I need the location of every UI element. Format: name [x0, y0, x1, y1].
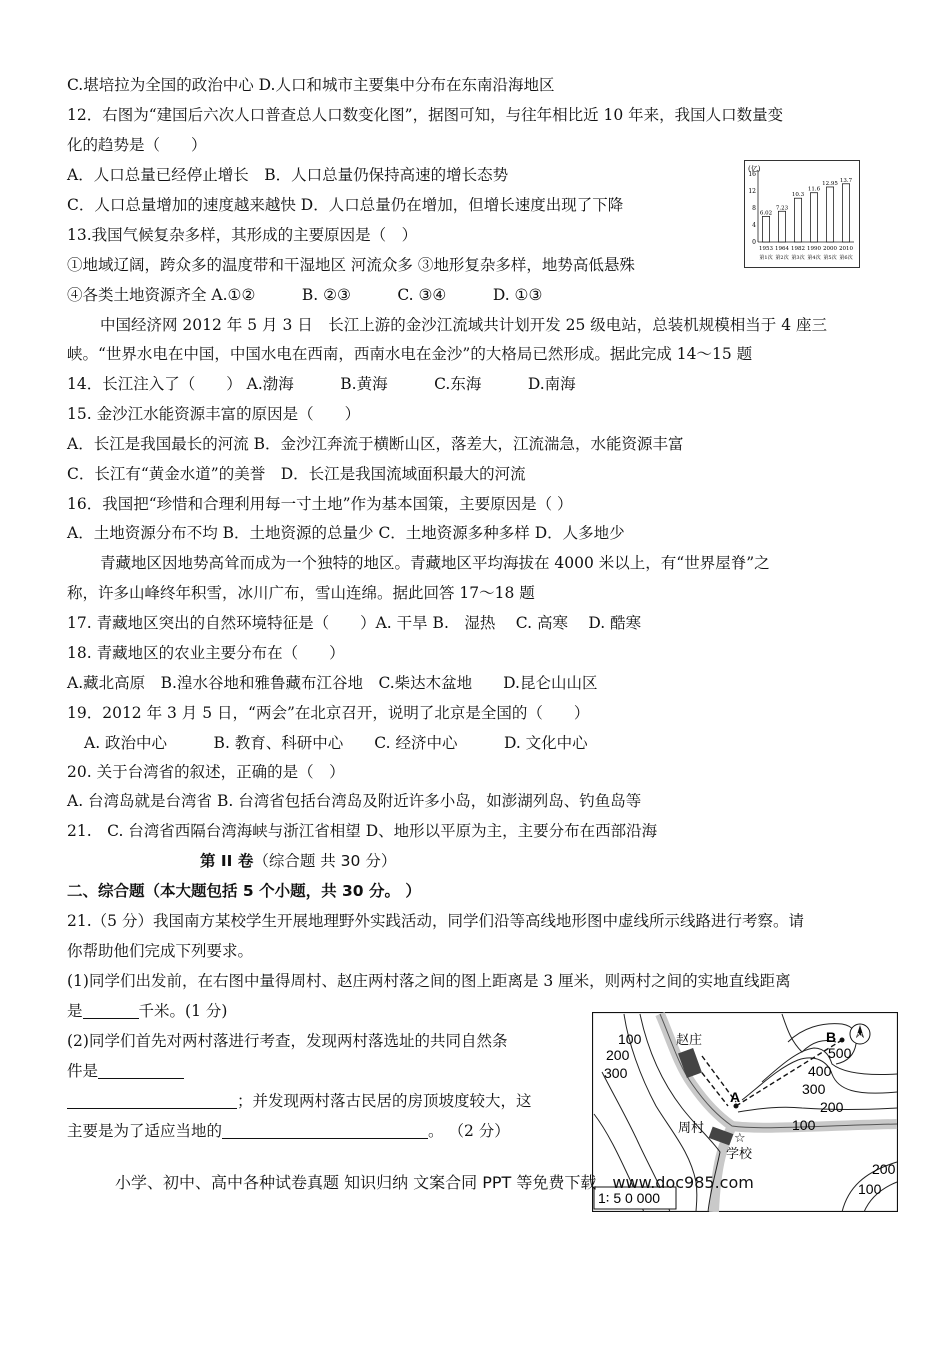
bar — [762, 216, 769, 242]
part-two-label: 第 II 卷 — [200, 852, 254, 870]
section-heading: 二、综合题（本大题包括 5 个小题，共 30 分。 ） — [67, 882, 421, 900]
label-zhoucun: 周村 — [678, 1120, 705, 1135]
q12-stem-cont: 化的趋势是（ ） — [67, 136, 207, 154]
label-school: 学校 — [726, 1146, 753, 1161]
census-label: 第6次 — [839, 255, 853, 261]
q15-option-ab: A．长江是我国最长的河流 B．金沙江奔流于横断山区，落差大，江流湍急，水能资源丰富 — [67, 435, 684, 453]
q20-option-ab: A. 台湾岛就是台湾省 B. 台湾省包括台湾岛及附近许多小岛，如澎湖列岛、钓鱼岛等 — [67, 792, 642, 810]
bar-value-label: 11.6 — [807, 186, 821, 193]
bar-value-label: 10.3 — [791, 192, 805, 199]
q21-part2: (2)同学们首先对两村落进行考查，发现两村落选址的共同自然条 — [67, 1032, 508, 1050]
answer-blank-condition[interactable] — [98, 1062, 184, 1079]
y-tick-label: 8 — [752, 205, 756, 212]
bar — [778, 211, 785, 242]
q13-choices-2: ④各类土地资源齐全 A.①② B. ②③ C. ③④ D. ①③ — [67, 286, 543, 304]
point-b-marker — [840, 1038, 845, 1043]
label-zhaozhuang: 赵庄 — [676, 1032, 703, 1047]
passage-jinsha-1: 中国经济网 2012 年 5 月 3 日 长江上游的金沙江流域共计划开发 25 级电站，总装机规模相当于 4 座三 — [100, 316, 828, 334]
q12-stem: 12．右图为“建国后六次人口普查总人口数变化图”，据图可知，与往年相比近 10 年来，我国人口数量变 — [67, 106, 784, 124]
q21-part2-cont — [67, 1060, 184, 1082]
x-tick-label: 2010 — [839, 246, 853, 252]
q21-part2-prefix: 件是 — [67, 1062, 99, 1080]
population-census-chart — [744, 160, 860, 268]
bar-value-label: 12.95 — [822, 180, 838, 187]
part-two-score: （综合题 共 30 分） — [253, 852, 397, 870]
q21-part2-line4 — [67, 1120, 510, 1142]
bar — [794, 198, 801, 242]
bar-value-label: 13.7 — [839, 177, 853, 184]
passage-jinsha-2: 峡。“世界水电在中国，中国水电在西南，西南水电在金沙”的大格局已然形成。据此完成 14～15 题 — [67, 345, 753, 363]
answer-blank-climate[interactable] — [222, 1122, 428, 1139]
bar — [842, 184, 849, 242]
q20-option-cd: 21. C. 台湾省西隔台湾海峡与浙江省相望 D、地形以平原为主，主要分布在西部沿海 — [67, 822, 658, 840]
x-tick-label: 2000 — [823, 246, 837, 252]
q21-part2-line3 — [67, 1090, 532, 1112]
x-tick-label: 1990 — [807, 246, 821, 252]
contour-label: 200 — [820, 1099, 844, 1115]
label-point-a: A — [730, 1089, 741, 1105]
census-label: 第4次 — [807, 255, 821, 261]
contour-label: 200 — [872, 1161, 896, 1177]
passage-qingzang-2: 称，许多山峰终年积雪，冰川广布，雪山连绵。据此回答 17～18 题 — [67, 584, 535, 602]
q21-part1-prefix: 是 — [67, 1002, 83, 1020]
school-icon: ☆ — [734, 1131, 746, 1146]
footer-banner: 小学、初中、高中各种试卷真题 知识归纳 文案合同 PPT 等免费下载 www.doc985.com — [115, 1173, 754, 1192]
q12-option-ab: A．人口总量已经停止增长 B．人口总量仍保持高速的增长态势 — [67, 166, 509, 184]
bar-value-label: 7.23 — [775, 205, 789, 212]
bar — [826, 187, 833, 242]
q13-choices-1: ①地域辽阔，跨众多的温度带和干湿地区 河流众多 ③地形复杂多样，地势高低悬殊 — [67, 256, 635, 274]
q15-stem: 15. 金沙江水能资源丰富的原因是（ ） — [67, 405, 361, 423]
answer-blank-condition-cont[interactable] — [67, 1092, 237, 1109]
x-tick-label: 1953 — [759, 246, 773, 252]
contour-label: 100 — [618, 1031, 642, 1047]
y-tick-label: 12 — [748, 188, 756, 195]
q18-options: A.藏北高原 B.湟水谷地和雅鲁藏布江谷地 C.柴达木盆地 D.昆仑山山区 — [67, 674, 598, 692]
q21-part1-answer — [67, 1000, 227, 1022]
q21-part2-score: 。 （2 分） — [428, 1122, 510, 1140]
x-tick-label: 1964 — [775, 246, 789, 252]
q13-stem: 13.我国气候复杂多样，其形成的主要原因是（ ） — [67, 226, 418, 244]
y-tick-label: 16 — [748, 171, 756, 178]
contour-label: 500 — [828, 1045, 852, 1061]
q16-options: A．土地资源分布不均 B．土地资源的总量少 C．土地资源多种多样 D．人多地少 — [67, 524, 625, 542]
contour-label: 200 — [606, 1047, 630, 1063]
q11-option-cd: C.堪培拉为全国的政治中心 D.人口和城市主要集中分布在东南沿海地区 — [67, 76, 555, 94]
census-label: 第3次 — [791, 255, 805, 261]
contour-label: 100 — [792, 1117, 816, 1133]
chart-ylabel: (亿) — [748, 165, 761, 173]
q15-option-cd: C．长江有“黄金水道”的美誉 D．长江是我国流域面积最大的河流 — [67, 465, 526, 483]
q17: 17. 青藏地区突出的自然环境特征是（ ）A. 干旱 B. 湿热 C. 高寒 D. 酷寒 — [67, 614, 642, 632]
contour-label: 300 — [802, 1081, 826, 1097]
bar — [810, 193, 817, 242]
q20-stem: 20. 关于台湾省的叙述，正确的是（ ） — [67, 763, 345, 781]
passage-qingzang-1: 青藏地区因地势高耸而成为一个独特的地区。青藏地区平均海拔在 4000 米以上，有“世界屋脊”之 — [100, 554, 770, 572]
y-tick-label: 4 — [752, 222, 756, 229]
bar-value-label: 6.02 — [759, 210, 773, 217]
q16-stem: 16．我国把“珍惜和合理利用每一寸土地”作为基本国策，主要原因是（ ） — [67, 495, 573, 513]
q21-part2-adapt: 主要是为了适应当地的 — [67, 1122, 223, 1140]
q21-part2-roof: ；并发现两村落古民居的房顶坡度较大，这 — [237, 1092, 532, 1110]
label-north: N — [857, 1032, 863, 1041]
contour-label: 300 — [604, 1065, 628, 1081]
map-scale: 1∶ 5 0 000 — [598, 1190, 661, 1206]
label-point-b: B — [826, 1029, 837, 1045]
q19-options: A. 政治中心 B. 教育、科研中心 C. 经济中心 D. 文化中心 — [84, 734, 588, 752]
q18-stem: 18. 青藏地区的农业主要分布在（ ） — [67, 644, 345, 662]
q21-part1: (1)同学们出发前，在右图中量得周村、赵庄两村落之间的图上距离是 3 厘米，则两村之间的实地直线距离 — [67, 972, 791, 990]
census-label: 第2次 — [775, 255, 789, 261]
q21-stem-cont: 你帮助他们完成下列要求。 — [67, 942, 254, 960]
q14: 14．长江注入了（ ） A.渤海 B.黄海 C.东海 D.南海 — [67, 375, 576, 393]
census-label: 第5次 — [823, 255, 837, 261]
x-tick-label: 1982 — [791, 246, 805, 252]
answer-blank-distance[interactable] — [83, 1002, 139, 1019]
q21-part1-suffix: 千米。(1 分) — [138, 1002, 228, 1020]
part-two-heading — [200, 850, 396, 872]
contour-label: 400 — [808, 1063, 832, 1079]
contour-label: 100 — [858, 1181, 882, 1197]
census-label: 第1次 — [759, 255, 773, 261]
y-tick-label: 0 — [752, 239, 756, 246]
q19-stem: 19．2012 年 3 月 5 日，“两会”在北京召开，说明了北京是全国的（ ） — [67, 704, 590, 722]
q12-option-cd: C．人口总量增加的速度越来越快 D．人口总量仍在增加，但增长速度出现了下降 — [67, 196, 624, 214]
q21-stem: 21.（5 分）我国南方某校学生开展地理野外实践活动，同学们沿等高线地形图中虚线所示线路进行考察。请 — [67, 912, 804, 930]
